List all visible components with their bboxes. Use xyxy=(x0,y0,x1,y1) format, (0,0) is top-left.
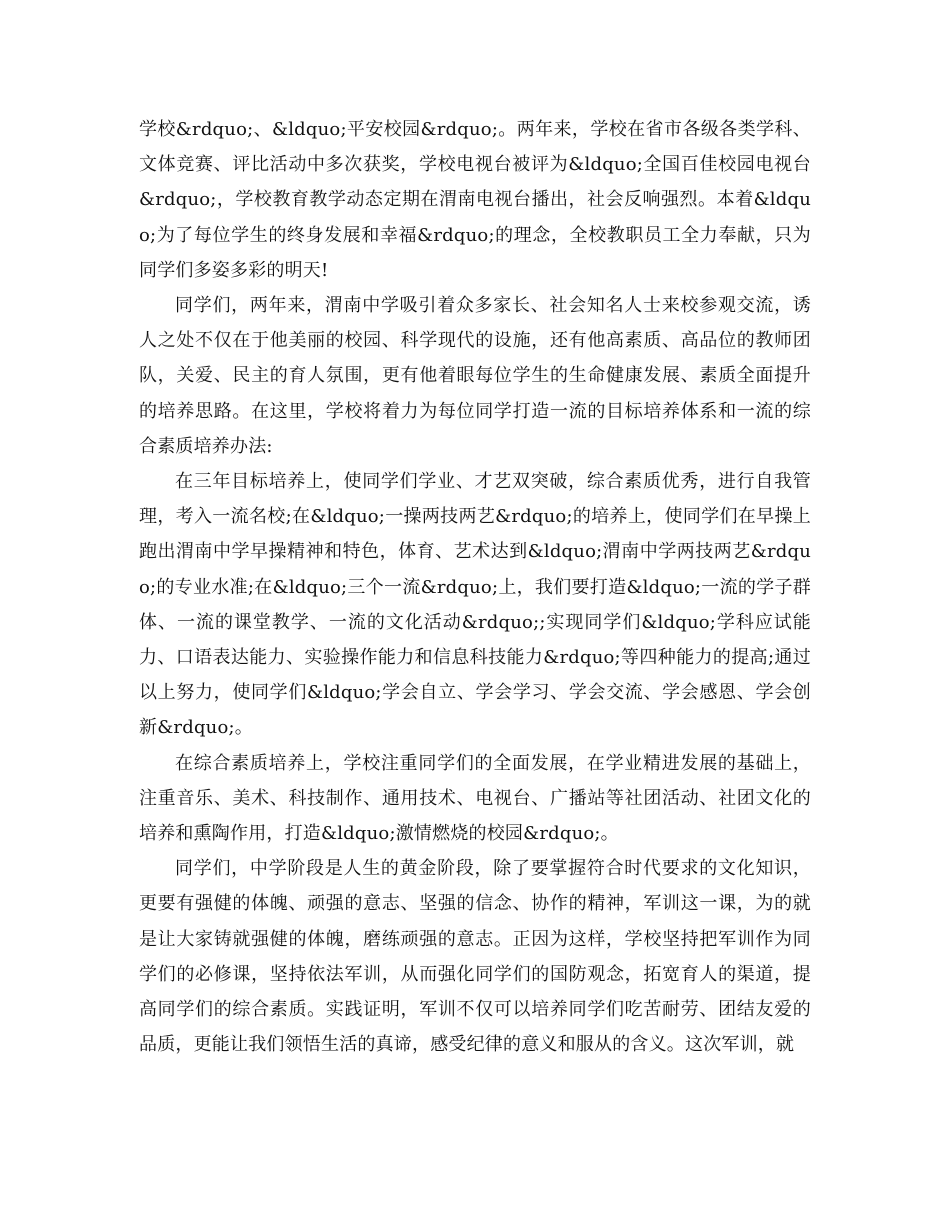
paragraph-2: 同学们，两年来，渭南中学吸引着众多家长、社会知名人士来校参观交流，诱人之处不仅在于他美丽的校园、科学现代的设施，还有他高素质、高品位的教师团队，关爱、民主的育人氛围，更有他着眼每位学生的生命健康发展、素质全面提升的培养思路。在这里，学校将着力为每位同学打造一流的目标培养体系和一流的综合素质培养办法: xyxy=(139,295,811,457)
paragraph-5: 同学们，中学阶段是人生的黄金阶段，除了要掌握符合时代要求的文化知识，更要有强健的体魄、顽强的意志、坚强的信念、协作的精神，军训这一课，为的就是让大家铸就强健的体魄，磨练顽强的意志。正因为这样，学校坚持把军训作为同学们的必修课，坚持依法军训，从而强化同学们的国防观念，拓宽育人的渠道，提高同学们的综合素质。实践证明，军训不仅可以培养同学们吃苦耐劳、团结友爱的品质，更能让我们领悟生活的真谛，感受纪律的意义和服从的含义。这次军训，就 xyxy=(139,858,811,1056)
document-body xyxy=(139,112,811,1062)
paragraph-3: 在三年目标培养上，使同学们学业、才艺双突破，综合素质优秀，进行自我管理，考入一流名校;在&ldquo;一操两技两艺&rdquo;的培养上，使同学们在早操上跑出渭南中学早操精神和特色，体育、艺术达到&ldquo;渭南中学两技两艺&rdquo;的专业水准;在&ldquo;三个一流&rdquo;上，我们要打造&ldquo;一流的学子群体、一流的课堂教学、一流的文化活动&rdquo;;实现同学们&ldquo;学科应试能力、口语表达能力、实验操作能力和信息科技能力&rdquo;等四种能力的提高;通过以上努力，使同学们&ldquo;学会自立、学会学习、学会交流、学会感恩、学会创新&rdquo;。 xyxy=(139,471,811,739)
paragraph-4: 在综合素质培养上，学校注重同学们的全面发展，在学业精进发展的基础上，注重音乐、美术、科技制作、通用技术、电视台、广播站等社团活动、社团文化的培养和熏陶作用，打造&ldquo;激情燃烧的校园&rdquo;。 xyxy=(139,752,811,845)
paragraph-1: 学校&rdquo;、&ldquo;平安校园&rdquo;。两年来，学校在省市各级各类学科、文体竞赛、评比活动中多次获奖，学校电视台被评为&ldquo;全国百佳校园电视台&rdquo;，学校教育教学动态定期在渭南电视台播出，社会反响强烈。本着&ldquo;为了每位学生的终身发展和幸福&rdquo;的理念，全校教职员工全力奉献，只为同学们多姿多彩的明天! xyxy=(139,119,811,281)
